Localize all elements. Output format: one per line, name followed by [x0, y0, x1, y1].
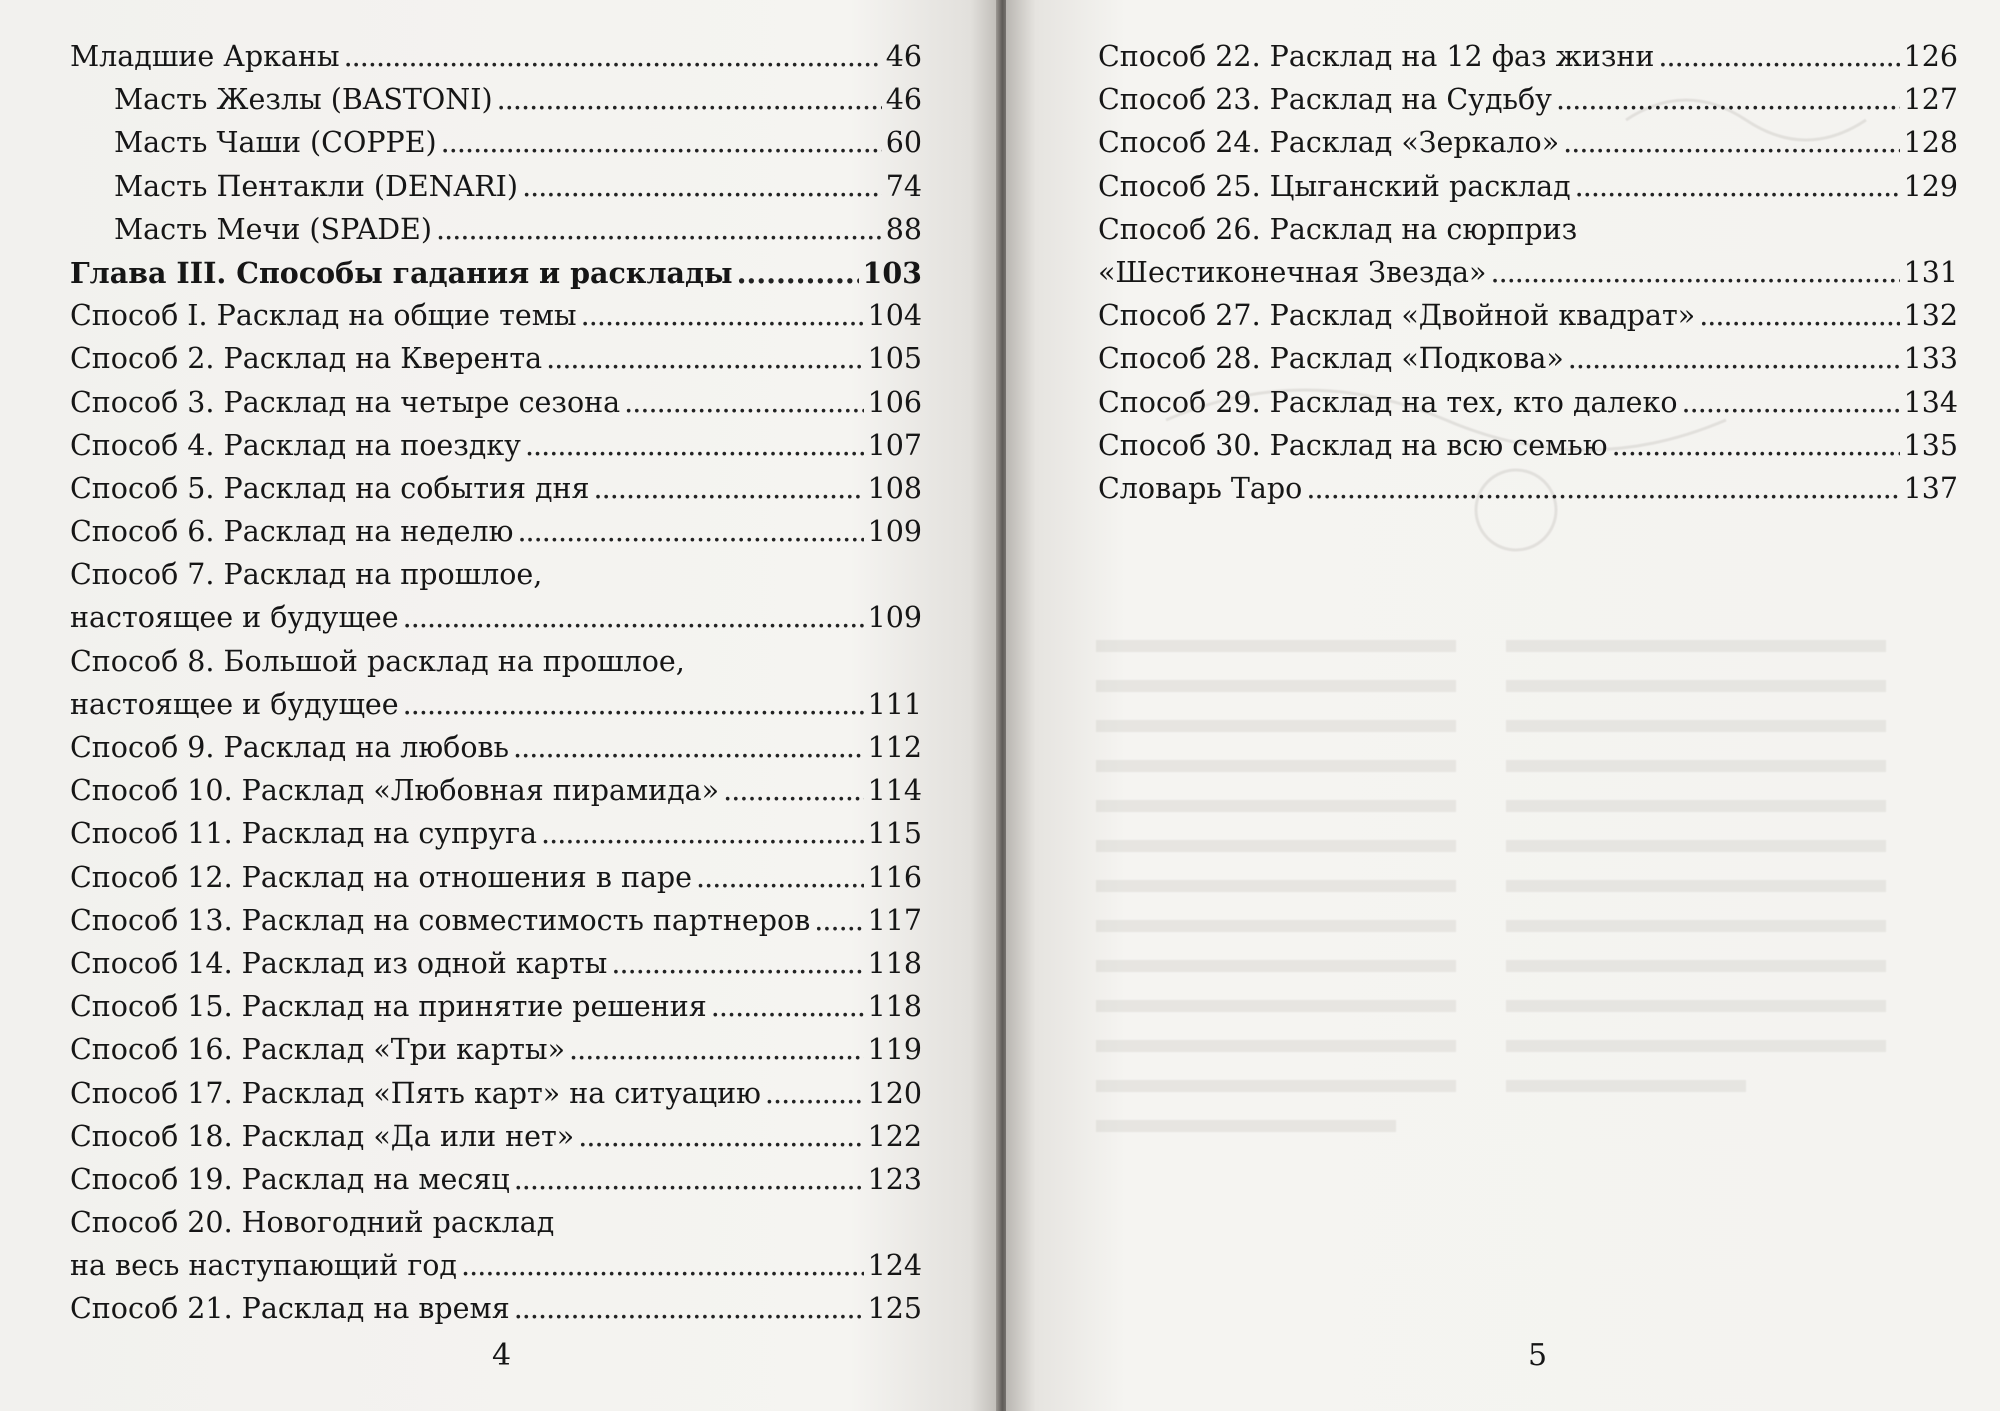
toc-entry: Способ 14. Расклад из одной карты . . . 118 [70, 947, 922, 990]
toc-entry: Способ 11. Расклад на супруга . . . 115 [70, 817, 922, 860]
toc-entry: Способ 28. Расклад «Подкова» . . . 133 [1098, 342, 1958, 385]
toc-entry: Способ 2. Расклад на Кверента . . . 105 [70, 342, 922, 385]
page-number-right: 5 [1528, 1338, 1548, 1373]
toc-entry: Способ 9. Расклад на любовь . . . 112 [70, 731, 922, 774]
toc-entry: Способ 29. Расклад на тех, кто далеко . . . 134 [1098, 386, 1958, 429]
toc-entry: Способ 22. Расклад на 12 фаз жизни . . . 126 [1098, 40, 1958, 83]
toc-entry: Способ 8. Большой расклад на прошлое, [70, 644, 685, 678]
toc-entry: Словарь Таро . . . 137 [1098, 472, 1958, 515]
toc-entry: Способ 19. Расклад на месяц . . . 123 [70, 1163, 922, 1206]
toc-entry: Способ 20. Новогодний расклад [70, 1206, 555, 1240]
toc-entry: Способ 23. Расклад на Судьбу . . . 127 [1098, 83, 1958, 126]
toc-entry: Способ 21. Расклад на время . . . 125 [70, 1292, 922, 1335]
toc-entry: Способ 25. Цыганский расклад . . . 129 [1098, 170, 1958, 213]
toc-entry: Способ 26. Расклад на сюрприз [1098, 212, 1578, 246]
toc-entry: Масть Жезлы (BASTONI) . . . 46 [70, 83, 922, 126]
toc-entry: Способ 4. Расклад на поездку . . . 107 [70, 429, 922, 472]
toc-entry: настоящее и будущее . . . 111 [70, 688, 922, 731]
toc-entry: Младшие Арканы . . . 46 [70, 40, 922, 83]
toc-entry: настоящее и будущее . . . 109 [70, 601, 922, 644]
toc-entry: Масть Чаши (COPPE) . . . 60 [70, 126, 922, 169]
toc-entry: Масть Мечи (SPADE) . . . 88 [70, 213, 922, 256]
toc-entry: Способ 6. Расклад на неделю . . . 109 [70, 515, 922, 558]
toc-entry: Способ 27. Расклад «Двойной квадрат» . . . 132 [1098, 299, 1958, 342]
toc-entry: Способ 7. Расклад на прошлое, [70, 558, 543, 592]
toc-entry: Способ 15. Расклад на принятие решения . . . 118 [70, 990, 922, 1033]
left-toc [70, 40, 922, 1336]
toc-entry: Способ 13. Расклад на совместимость партнеров . . . 117 [70, 904, 922, 947]
toc-entry: Способ 30. Расклад на всю семью . . . 135 [1098, 429, 1958, 472]
toc-entry: Способ 17. Расклад «Пять карт» на ситуацию . . . 120 [70, 1077, 922, 1120]
toc-entry: Способ 10. Расклад «Любовная пирамида» . . . 114 [70, 774, 922, 817]
toc-entry: Способ 5. Расклад на события дня . . . 108 [70, 472, 922, 515]
toc-entry: «Шестиконечная Звезда» . . . 131 [1098, 256, 1958, 299]
toc-entry: Способ 18. Расклад «Да или нет» . . . 122 [70, 1120, 922, 1163]
toc-entry: на весь наступающий год . . . 124 [70, 1249, 922, 1292]
toc-entry: Способ 3. Расклад на четыре сезона . . . 106 [70, 386, 922, 429]
toc-entry: Способ I. Расклад на общие темы . . . 104 [70, 299, 922, 342]
toc-entry: Способ 16. Расклад «Три карты» . . . 119 [70, 1033, 922, 1076]
toc-entry: Масть Пентакли (DENARI) . . . 74 [70, 170, 922, 213]
toc-chapter-heading: Глава III. Способы гадания и расклады . . . 103 [70, 256, 922, 299]
page-number-left: 4 [492, 1338, 512, 1373]
toc-entry: Способ 12. Расклад на отношения в паре . . . 116 [70, 861, 922, 904]
toc-entry: Способ 24. Расклад «Зеркало» . . . 128 [1098, 126, 1958, 169]
right-page [1006, 0, 2000, 1411]
right-toc [1098, 40, 1958, 515]
